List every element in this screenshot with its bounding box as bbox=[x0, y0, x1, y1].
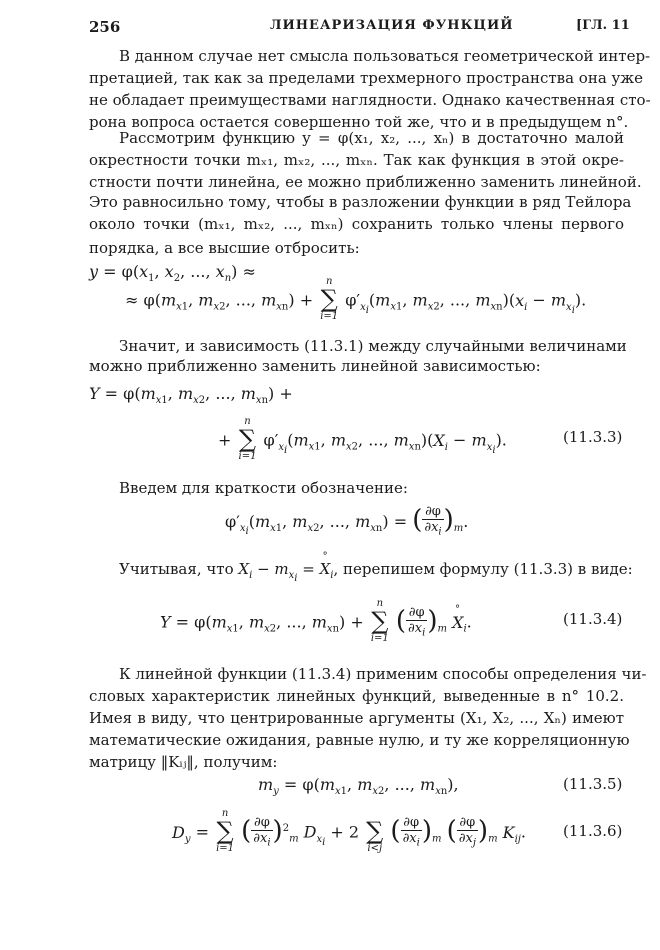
taylor-equation-line2: ≈ $\varphi(m_{x1}$, $m_{x2}$, ..., $m_{xn}$) + n ∑ i=1 $\varphi'_{x_i}(m_{x1}$, $m_{x2}$, ..., $m_{xn})(x_i - m_{x_i})$. bbox=[125, 276, 587, 322]
running-title: ЛИНЕАРИЗАЦИЯ ФУНКЦИЙ bbox=[270, 18, 514, 33]
equation-number-11-3-3: (11.3.3) bbox=[563, 428, 623, 446]
summation-symbol: n ∑ i=1 bbox=[370, 598, 389, 644]
considering-text-after: , перепишем формулу (11.3.3) в виде: bbox=[333, 560, 633, 578]
taylor-equation-line1: $y = \varphi(x_1$, $x_2$, ..., $x_n$) ≈ bbox=[89, 262, 256, 285]
equation-number-11-3-5: (11.3.5) bbox=[563, 775, 623, 793]
summation-symbol: n ∑ i=1 bbox=[320, 276, 339, 322]
para4-line3: Имея в виду, что центрированные аргументы (X₁, X₂, ..., Xₙ) имеют bbox=[89, 709, 624, 727]
para2-line1: Рассмотрим функцию y = φ(x₁, x₂, ..., xₙ) в достаточно малой bbox=[119, 129, 624, 147]
para2-line5: около точки (mₓ₁, mₓ₂, ..., mₓₙ) сохранить только члены первого bbox=[89, 215, 624, 233]
equation-11-3-5: $m_y = \varphi(m_{x1}$, $m_{x2}$, ..., $m_{xn}$), bbox=[258, 775, 459, 798]
para2-line3: стности почти линейна, ее можно приближенно заменить линейной. bbox=[89, 173, 642, 191]
para3-line2: можно приближенно заменить линейной зависимостью: bbox=[89, 357, 541, 375]
para1-line2: претацией, так как за пределами трехмерного пространства она уже bbox=[89, 69, 644, 87]
para4-line5: матрицу ‖Kᵢⱼ‖, получим: bbox=[89, 753, 278, 771]
notation-intro: Введем для краткости обозначение: bbox=[119, 479, 408, 497]
para2-line4: Это равносильно тому, чтобы в разложении функции в ряд Тейлора bbox=[89, 193, 632, 211]
summation-symbol: n ∑ i=1 bbox=[238, 416, 257, 462]
para1-line3: не обладает преимуществами наглядности. Однако качественная сто- bbox=[89, 91, 651, 109]
para4-line1: К линейной функции (11.3.4) применим способы определения чи- bbox=[119, 665, 647, 683]
para4-line4: математические ожидания, равные нулю, и ту же корреляционную bbox=[89, 731, 630, 749]
considering-text-before: Учитывая, что bbox=[119, 560, 234, 578]
para3-line1: Значит, и зависимость (11.3.1) между случайными величинами bbox=[119, 337, 627, 355]
summation-symbol: ∑ i<j bbox=[366, 817, 384, 854]
equation-11-3-6: $D_y$ = n ∑ i=1 ( $\frac{\partial\varphi}{\partial x_i}$ )$^2_m$ $D_{x_i} + 2$ ∑ i<j ( $\frac{\partial\varphi}{\partial x_i}$ )$_m$ ( $\frac{\partial\varphi}{\partial x_j}$ )$_m$ $K_{ij}$. bbox=[172, 808, 527, 854]
para1-line1: В данном случае нет смысла пользоваться геометрической интер- bbox=[119, 47, 651, 65]
considering-line: Учитывая, что $X_i - m_{x_i}$ = ° $X_i$, перепишем формулу (11.3.3) в виде: bbox=[119, 560, 633, 584]
equation-number-11-3-4: (11.3.4) bbox=[563, 610, 623, 628]
summation-symbol: n ∑ i=1 bbox=[216, 808, 235, 854]
para2-line2: окрестности точки mₓ₁, mₓ₂, ..., mₓₙ. Так как функция в этой окре- bbox=[89, 151, 624, 169]
para2-line6: порядка, а все высшие отбросить: bbox=[89, 239, 360, 257]
page-number: 256 bbox=[89, 18, 121, 36]
para1-line4: рона вопроса остается совершенно той же, что и в предыдущем n°. bbox=[89, 113, 629, 131]
notation-equation: $\varphi'_{x_i}(m_{x1}$, $m_{x2}$, ..., $m_{xn}$) = ( $\frac{\partial\varphi}{\partial x_i}$ )$_m$. bbox=[225, 504, 469, 538]
equation-11-3-3-line2: + n ∑ i=1 $\varphi'_{x_i}(m_{x1}$, $m_{x2}$, ..., $m_{xn})(X_i - m_{x_i})$. bbox=[218, 416, 507, 462]
equation-11-3-4: $Y = \varphi(m_{x1}$, $m_{x2}$, ..., $m_{xn}$) + n ∑ i=1 ( $\frac{\partial\varphi}{\partial x_i}$ )$_m$ ° $X_i$. bbox=[160, 600, 472, 646]
chapter-marker: [ГЛ. 11 bbox=[576, 18, 630, 33]
para4-line2: словых характеристик линейных функций, выведенные в n° 10.2. bbox=[89, 687, 624, 705]
equation-11-3-3-line1: $Y = \varphi(m_{x1}$, $m_{x2}$, ..., $m_{xn}$) + bbox=[89, 384, 293, 407]
equation-number-11-3-6: (11.3.6) bbox=[563, 822, 623, 840]
